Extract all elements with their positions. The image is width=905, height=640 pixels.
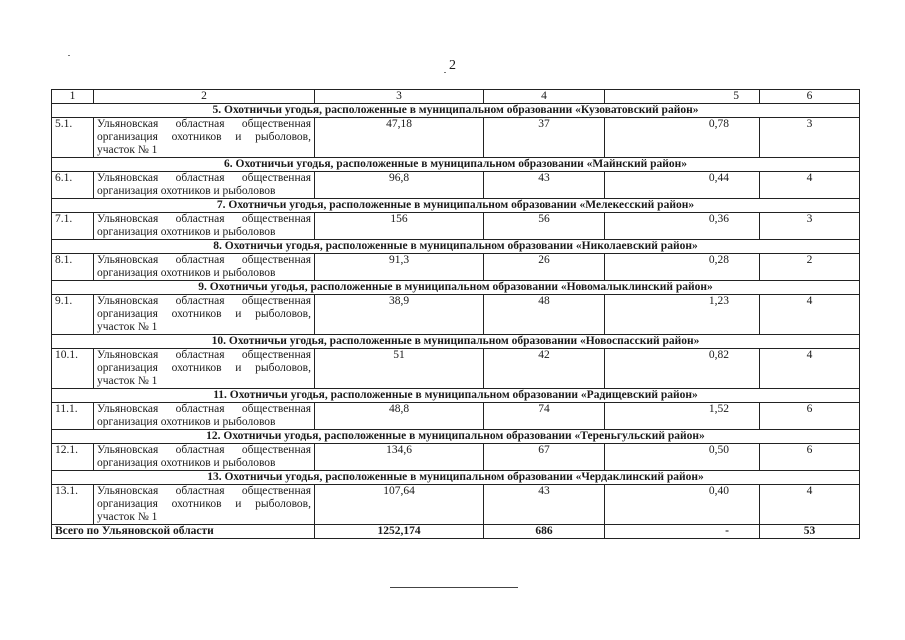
header-cell: 3 — [315, 90, 484, 104]
value-cell-col6: 4 — [760, 349, 860, 389]
value-cell-col5: 1,52 — [605, 403, 760, 430]
value-cell-col3: 107,64 — [315, 485, 484, 525]
value-cell-col4: 37 — [484, 118, 605, 158]
section-title-row — [52, 104, 860, 118]
footer-divider — [390, 587, 518, 588]
scan-speck — [444, 72, 446, 73]
table-row — [52, 254, 860, 281]
section-title: 13. Охотничьи угодья, расположенные в муниципальном образовании «Чердаклинский район» — [52, 471, 860, 485]
total-label: Всего по Ульяновской области — [52, 525, 315, 539]
value-cell-col3: 38,9 — [315, 295, 484, 335]
value-cell-col5: 0,36 — [605, 213, 760, 240]
organization-cell: Ульяновская областная общественная организация охотников и рыболовов — [94, 213, 315, 240]
row-number-cell: 8.1. — [52, 254, 94, 281]
total-value-c4: 686 — [484, 525, 605, 539]
page-number: 2 — [449, 58, 456, 73]
table-row — [52, 172, 860, 199]
value-cell-col3: 156 — [315, 213, 484, 240]
value-cell-col4: 43 — [484, 485, 605, 525]
total-row — [52, 525, 860, 539]
value-cell-col5: 0,44 — [605, 172, 760, 199]
value-cell-col6: 3 — [760, 213, 860, 240]
value-cell-col4: 74 — [484, 403, 605, 430]
section-title: 6. Охотничьи угодья, расположенные в муниципальном образовании «Майнский район» — [52, 158, 860, 172]
section-title: 7. Охотничьи угодья, расположенные в муниципальном образовании «Мелекесский район» — [52, 199, 860, 213]
header-cell: 2 — [94, 90, 315, 104]
value-cell-col3: 51 — [315, 349, 484, 389]
value-cell-col3: 96,8 — [315, 172, 484, 199]
organization-cell: Ульяновская областная общественная организация охотников и рыболовов — [94, 444, 315, 471]
section-title-row — [52, 389, 860, 403]
value-cell-col6: 6 — [760, 444, 860, 471]
header-cell: 6 — [760, 90, 860, 104]
section-title: 5. Охотничьи угодья, расположенные в муниципальном образовании «Кузоватовский район» — [52, 104, 860, 118]
row-number-cell: 13.1. — [52, 485, 94, 525]
organization-cell: Ульяновская областная общественная организация охотников и рыболовов, участок № 1 — [94, 295, 315, 335]
organization-cell: Ульяновская областная общественная организация охотников и рыболовов, участок № 1 — [94, 485, 315, 525]
organization-cell: Ульяновская областная общественная организация охотников и рыболовов — [94, 403, 315, 430]
section-title-row — [52, 471, 860, 485]
section-title: 11. Охотничьи угодья, расположенные в муниципальном образовании «Радищевский район» — [52, 389, 860, 403]
header-cell: 4 — [484, 90, 605, 104]
table-row — [52, 118, 860, 158]
section-title: 12. Охотничьи угодья, расположенные в муниципальном образовании «Тереньгульский район» — [52, 430, 860, 444]
table-row — [52, 485, 860, 525]
value-cell-col4: 56 — [484, 213, 605, 240]
organization-cell: Ульяновская областная общественная организация охотников и рыболовов, участок № 1 — [94, 118, 315, 158]
section-title-row — [52, 281, 860, 295]
row-number-cell: 10.1. — [52, 349, 94, 389]
header-cell: 5 — [605, 90, 760, 104]
total-value-c3: 1252,174 — [315, 525, 484, 539]
table-row — [52, 213, 860, 240]
table-header-row — [52, 90, 860, 104]
section-title-row — [52, 430, 860, 444]
value-cell-col6: 2 — [760, 254, 860, 281]
section-title: 10. Охотничьи угодья, расположенные в муниципальном образовании «Новоспасский район» — [52, 335, 860, 349]
value-cell-col5: 1,23 — [605, 295, 760, 335]
table-row — [52, 349, 860, 389]
section-title: 8. Охотничьи угодья, расположенные в муниципальном образовании «Николаевский район» — [52, 240, 860, 254]
row-number-cell: 12.1. — [52, 444, 94, 471]
row-number-cell: 5.1. — [52, 118, 94, 158]
value-cell-col6: 3 — [760, 118, 860, 158]
value-cell-col5: 0,28 — [605, 254, 760, 281]
value-cell-col4: 26 — [484, 254, 605, 281]
total-value-c5: - — [605, 525, 760, 539]
value-cell-col5: 0,40 — [605, 485, 760, 525]
row-number-cell: 7.1. — [52, 213, 94, 240]
hunting-grounds-table — [51, 89, 860, 539]
row-number-cell: 6.1. — [52, 172, 94, 199]
value-cell-col4: 48 — [484, 295, 605, 335]
table-row — [52, 295, 860, 335]
section-title-row — [52, 335, 860, 349]
value-cell-col6: 6 — [760, 403, 860, 430]
organization-cell: Ульяновская областная общественная организация охотников и рыболовов — [94, 254, 315, 281]
value-cell-col3: 134,6 — [315, 444, 484, 471]
value-cell-col6: 4 — [760, 295, 860, 335]
table-row — [52, 444, 860, 471]
table-row — [52, 403, 860, 430]
organization-cell: Ульяновская областная общественная организация охотников и рыболовов — [94, 172, 315, 199]
value-cell-col4: 43 — [484, 172, 605, 199]
value-cell-col5: 0,50 — [605, 444, 760, 471]
scan-speck — [68, 55, 70, 56]
value-cell-col6: 4 — [760, 485, 860, 525]
value-cell-col4: 67 — [484, 444, 605, 471]
value-cell-col3: 48,8 — [315, 403, 484, 430]
value-cell-col5: 0,78 — [605, 118, 760, 158]
value-cell-col6: 4 — [760, 172, 860, 199]
organization-cell: Ульяновская областная общественная организация охотников и рыболовов, участок № 1 — [94, 349, 315, 389]
value-cell-col3: 91,3 — [315, 254, 484, 281]
value-cell-col3: 47,18 — [315, 118, 484, 158]
header-cell: 1 — [52, 90, 94, 104]
section-title-row — [52, 240, 860, 254]
section-title-row — [52, 199, 860, 213]
row-number-cell: 9.1. — [52, 295, 94, 335]
section-title-row — [52, 158, 860, 172]
value-cell-col4: 42 — [484, 349, 605, 389]
row-number-cell: 11.1. — [52, 403, 94, 430]
value-cell-col5: 0,82 — [605, 349, 760, 389]
section-title: 9. Охотничьи угодья, расположенные в муниципальном образовании «Новомалыклинский район» — [52, 281, 860, 295]
total-value-c6: 53 — [760, 525, 860, 539]
